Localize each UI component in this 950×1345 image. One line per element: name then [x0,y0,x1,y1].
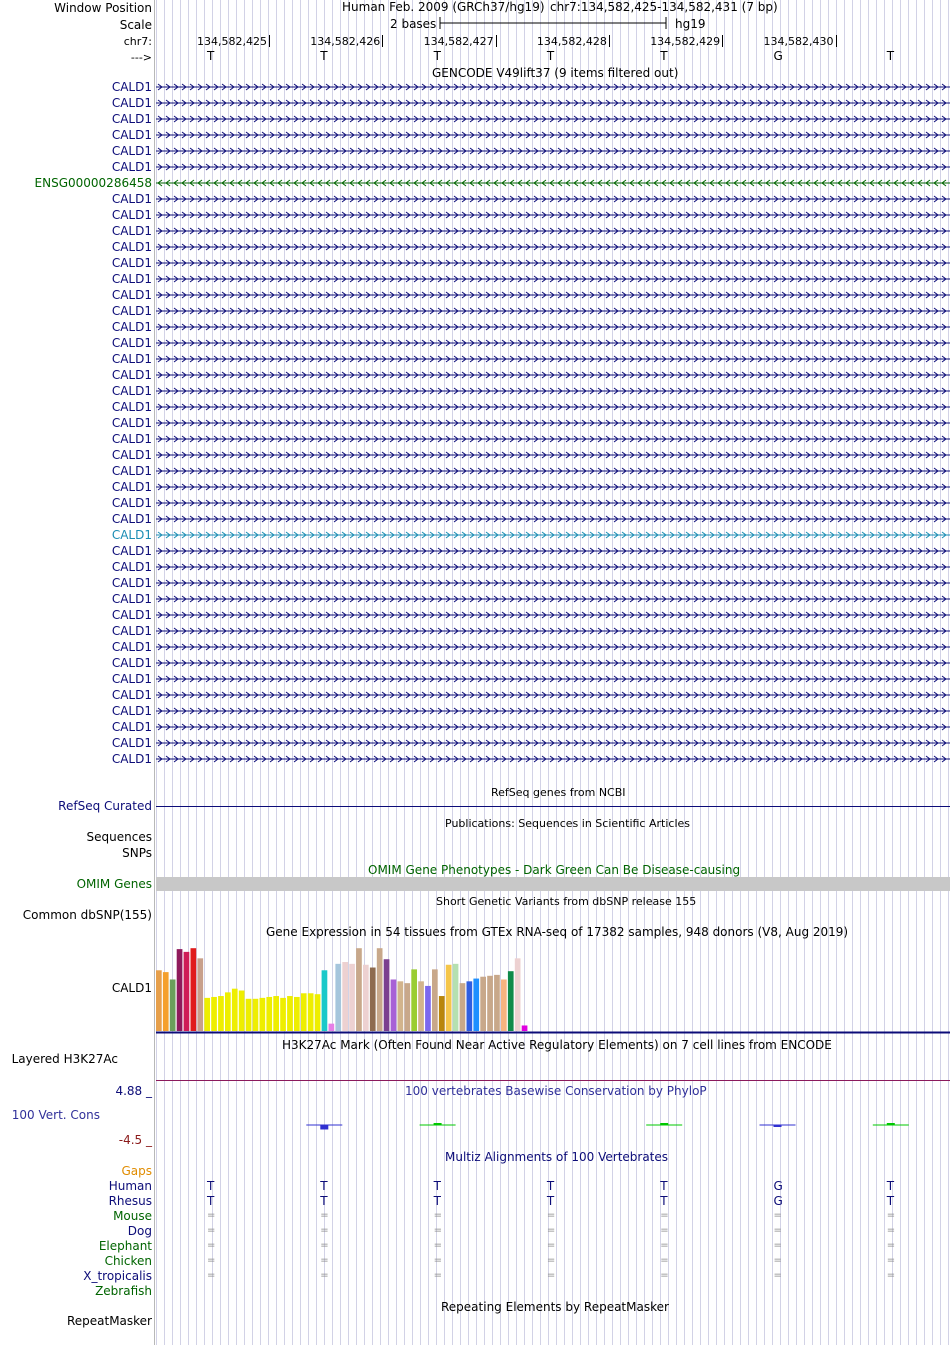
gtex-bar [246,999,252,1031]
coordinate-tick [722,35,723,47]
pubs-snps-label[interactable]: SNPs [122,846,152,860]
ruler-base: T [320,49,328,63]
species-base: = [773,1270,782,1281]
gene-label[interactable]: CALD1 [111,624,152,638]
gene-label[interactable]: ENSG00000286458 [34,176,152,190]
gene-label[interactable]: CALD1 [111,416,152,430]
ruler-base: T [207,49,215,63]
gene-line[interactable] [156,674,950,684]
h3k27ac-label[interactable]: Layered H3K27Ac [11,1052,118,1066]
refseq-title: RefSeq genes from NCBI [491,786,626,799]
gene-label[interactable]: CALD1 [111,656,152,670]
gencode-title: GENCODE V49lift37 (9 items filtered out) [432,66,679,80]
gtex-bar [197,958,203,1031]
gene-label[interactable]: CALD1 [111,80,152,94]
gene-line[interactable] [156,98,950,108]
gtex-bar [335,964,341,1031]
gene-label[interactable]: CALD1 [111,672,152,686]
gtex-bar [494,975,500,1031]
gtex-chart[interactable] [156,939,950,1034]
species-base: = [207,1270,216,1281]
species-base: = [320,1270,329,1281]
coordinate-tick-label: 134,582,430 [763,35,834,48]
species-label[interactable]: Elephant [98,1239,152,1253]
gene-label[interactable]: CALD1 [111,576,152,590]
gene-label[interactable]: CALD1 [111,272,152,286]
refseq-line[interactable] [156,806,950,807]
omim-bar[interactable] [156,877,950,891]
refseq-label[interactable]: RefSeq Curated [58,799,152,813]
gtex-bar [177,949,183,1031]
species-base: = [546,1240,556,1251]
gtex-bar [315,994,321,1031]
phylop-min-label: -4.5 _ [118,1133,152,1147]
species-base: = [546,1270,556,1281]
pubs-title: Publications: Sequences in Scientific Articles [445,817,690,830]
rmsk-label[interactable]: RepeatMasker [66,1314,152,1328]
gene-label[interactable]: CALD1 [111,144,152,158]
gene-line[interactable] [156,466,950,476]
dbsnp-title: Short Genetic Variants from dbSNP release 155 [436,895,697,908]
gtex-bar [191,948,197,1031]
species-base: G [773,1179,783,1193]
gene-label[interactable]: CALD1 [111,496,152,510]
gtex-bar [280,998,286,1031]
h3k27ac-title: H3K27Ac Mark (Often Found Near Active Regulatory Elements) on 7 cell lines from ENCODE [282,1038,832,1052]
gene-label[interactable]: CALD1 [111,608,152,622]
gene-label[interactable]: CALD1 [111,256,152,270]
h3k27ac-line[interactable] [156,1080,950,1081]
phylop-bar [320,1125,328,1129]
ruler-base: T [886,49,895,63]
gene-label[interactable]: CALD1 [111,96,152,110]
gene-line[interactable] [156,274,950,284]
gtex-bar [467,981,473,1031]
species-base: = [773,1225,782,1236]
gene-line[interactable] [156,242,950,252]
gtex-bar [453,964,459,1031]
gene-line[interactable] [156,658,950,668]
gene-label[interactable]: CALD1 [111,128,152,142]
gene-line[interactable] [156,114,950,124]
species-base: T [660,1179,668,1193]
gene-label[interactable]: CALD1 [111,432,152,446]
species-base: = [660,1225,669,1236]
species-base: = [886,1270,896,1281]
gene-line[interactable] [156,210,950,220]
species-base: T [433,1179,441,1193]
species-base: = [660,1270,669,1281]
gtex-bar [225,992,231,1031]
species-label[interactable]: Human [108,1179,152,1193]
gene-line[interactable] [156,514,950,524]
species-base: T [886,1194,895,1208]
gtex-bar [363,965,369,1031]
gene-line[interactable] [156,642,950,652]
gtex-title: Gene Expression in 54 tissues from GTEx RNA-seq of 17382 samples, 948 donors (V8, Aug 2019) [266,925,849,939]
gene-line[interactable] [156,258,950,268]
phylop-max-label: 4.88 _ [115,1084,152,1098]
gene-line[interactable] [156,354,950,364]
rmsk-title: Repeating Elements by RepeatMasker [441,1300,669,1314]
gene-line[interactable] [156,594,950,604]
track-image[interactable] [156,0,950,1345]
gene-label[interactable]: CALD1 [111,160,152,174]
species-base: T [660,1194,668,1208]
ruler-base: T [660,49,668,63]
gtex-bar [398,981,404,1031]
gene-label[interactable]: CALD1 [111,752,152,766]
multiz-title: Multiz Alignments of 100 Vertebrates [445,1150,669,1164]
gtex-bar [294,997,300,1031]
gtex-bar [460,983,466,1031]
omim-title: OMIM Gene Phenotypes - Dark Green Can Be Disease-causing [368,863,741,877]
gene-label[interactable]: CALD1 [111,224,152,238]
gtex-bar [253,999,259,1031]
dbsnp-label[interactable]: Common dbSNP(155) [22,908,152,922]
gene-label[interactable]: CALD1 [111,336,152,350]
species-base: = [546,1225,556,1236]
gene-label[interactable]: CALD1 [111,704,152,718]
scale-db: hg19 [675,17,706,31]
gene-label[interactable]: CALD1 [111,544,152,558]
gtex-bar [356,948,362,1031]
gene-label[interactable]: CALD1 [111,304,152,318]
gene-label[interactable]: CALD1 [111,192,152,206]
gaps-label: Gaps [121,1164,152,1178]
gtex-bar [487,976,493,1031]
species-label[interactable]: Mouse [113,1209,152,1223]
scale-text: 2 bases [390,17,437,31]
coordinate-tick-label: 134,582,428 [536,35,607,48]
gene-line[interactable] [156,690,950,700]
gene-line[interactable] [156,722,950,732]
gtex-bar [349,964,355,1031]
gtex-bar [232,989,238,1031]
ruler-base: T [433,49,441,63]
species-base: = [433,1210,442,1221]
gtex-bar [446,965,452,1031]
gtex-bar [156,970,162,1031]
scale-bar [439,15,669,31]
species-base: = [320,1210,329,1221]
gtex-bar [425,986,431,1031]
species-base: = [546,1255,556,1266]
coordinate-tick-label: 134,582,429 [650,35,721,48]
phylop-title: 100 vertebrates Basewise Conservation by PhyloP [405,1084,707,1098]
coordinate-tick [269,35,270,47]
gene-line[interactable] [156,226,950,236]
gene-label[interactable]: CALD1 [111,400,152,414]
species-base: = [207,1210,216,1221]
gene-line[interactable] [156,578,950,588]
species-label[interactable]: Dog [127,1224,152,1238]
gene-label[interactable]: CALD1 [111,560,152,574]
species-base: = [433,1240,442,1251]
gtex-bar [522,1025,528,1031]
species-base: T [207,1179,215,1193]
gene-label[interactable]: CALD1 [111,720,152,734]
gene-line[interactable] [156,450,950,460]
gtex-bar [170,979,176,1031]
gene-label[interactable]: CALD1 [111,288,152,302]
gene-label[interactable]: CALD1 [111,592,152,606]
gtex-bar [239,991,245,1031]
gene-label[interactable]: CALD1 [111,208,152,222]
gtex-bar [204,998,210,1031]
phylop-label[interactable]: 100 Vert. Cons [11,1108,100,1122]
gene-line[interactable] [156,322,950,332]
species-base: = [433,1255,442,1266]
gene-line[interactable] [156,386,950,396]
gtex-bar [370,968,376,1031]
gene-label[interactable]: CALD1 [111,352,152,366]
gene-line[interactable] [156,706,950,716]
strand-label: ---> [130,51,152,64]
gene-line[interactable] [156,178,950,188]
gene-label[interactable]: CALD1 [111,240,152,254]
gtex-bar [260,998,266,1031]
gtex-label[interactable]: CALD1 [111,981,152,995]
species-base: = [207,1225,216,1236]
gtex-bar [329,1024,335,1031]
gene-line[interactable] [156,754,950,764]
gtex-bar [301,993,307,1031]
gene-line[interactable] [156,146,950,156]
gene-line[interactable] [156,418,950,428]
gene-line[interactable] [156,498,950,508]
gtex-bar [508,971,514,1031]
gene-label[interactable]: CALD1 [111,688,152,702]
gene-label[interactable]: CALD1 [111,320,152,334]
species-base: = [207,1240,216,1251]
gene-line[interactable] [156,290,950,300]
gene-line[interactable] [156,370,950,380]
gtex-bar [432,969,438,1031]
gtex-bar [287,996,293,1031]
gtex-bar [377,948,383,1031]
gene-label[interactable]: CALD1 [111,640,152,654]
gtex-bar [184,952,190,1031]
gene-label[interactable]: CALD1 [111,480,152,494]
species-base: = [773,1240,782,1251]
gene-line[interactable] [156,626,950,636]
gtex-bar [480,977,486,1031]
omim-label[interactable]: OMIM Genes [76,877,152,891]
species-base: = [660,1255,669,1266]
ruler-base: T [546,49,555,63]
gene-label[interactable]: CALD1 [111,384,152,398]
coordinate-tick [609,35,610,47]
species-base: = [320,1225,329,1236]
gene-line[interactable] [156,162,950,172]
gtex-bar [439,996,445,1031]
gene-line[interactable] [156,402,950,412]
species-base: T [320,1179,328,1193]
gene-label[interactable]: CALD1 [111,736,152,750]
position-text: chr7:134,582,425-134,582,431 (7 bp) [550,0,778,14]
track-labels-column [0,0,154,1345]
gene-line[interactable] [156,130,950,140]
species-base: G [773,1194,783,1208]
gtex-bar [418,981,424,1031]
label-divider [154,0,155,1345]
gene-label[interactable]: CALD1 [111,528,152,542]
gtex-bar [501,979,507,1031]
gtex-bar [404,983,410,1031]
species-base: = [433,1225,442,1236]
species-base: = [660,1240,669,1251]
species-base: = [773,1210,782,1221]
gene-label[interactable]: CALD1 [111,464,152,478]
species-label[interactable]: X_tropicalis [83,1269,152,1283]
species-label[interactable]: Chicken [104,1254,152,1268]
gtex-bar [384,959,390,1031]
assembly-title: Human Feb. 2009 (GRCh37/hg19) [342,0,545,14]
gtex-bar [391,979,397,1031]
species-base: = [886,1225,896,1236]
gene-line[interactable] [156,306,950,316]
gtex-bar [273,996,279,1031]
species-base: = [886,1255,896,1266]
phylop-plot[interactable] [156,1100,950,1150]
ruler-base: G [773,49,783,63]
species-base: T [207,1194,215,1208]
species-base: = [433,1270,442,1281]
window-position-label: Window Position [54,1,152,15]
pubs-sequences-label[interactable]: Sequences [86,830,152,844]
species-base: T [546,1179,555,1193]
gtex-bar [322,970,328,1031]
gtex-bar [473,979,479,1031]
species-base: = [207,1255,216,1266]
coordinate-tick [382,35,383,47]
gtex-bar [266,997,272,1031]
gene-label[interactable]: CALD1 [111,512,152,526]
species-base: = [773,1255,782,1266]
species-base: = [886,1210,896,1221]
gene-line[interactable] [156,738,950,748]
species-base: = [660,1210,669,1221]
species-base: = [546,1210,556,1221]
chrom-label: chr7: [123,35,152,48]
gtex-bar [342,962,348,1031]
gene-label[interactable]: CALD1 [111,112,152,126]
species-base: T [320,1194,328,1208]
gtex-bar [515,958,521,1031]
species-base: = [320,1240,329,1251]
gtex-bar [308,993,314,1031]
species-base: T [433,1194,441,1208]
coordinate-tick-label: 134,582,425 [197,35,267,48]
gene-label[interactable]: CALD1 [111,368,152,382]
gtex-bar [411,969,417,1031]
gene-line[interactable] [156,338,950,348]
coordinate-tick [836,35,837,47]
gene-line[interactable] [156,434,950,444]
gene-line[interactable] [156,562,950,572]
coordinate-tick-label: 134,582,427 [423,35,494,48]
gene-line[interactable] [156,482,950,492]
gene-label[interactable]: CALD1 [111,448,152,462]
gene-line[interactable] [156,530,950,540]
coordinate-tick-label: 134,582,426 [310,35,381,48]
species-base: = [886,1240,896,1251]
species-base: = [320,1255,329,1266]
species-label[interactable]: Rhesus [108,1194,152,1208]
gene-line[interactable] [156,610,950,620]
species-base: T [546,1194,555,1208]
species-label[interactable]: Zebrafish [95,1284,152,1298]
gene-line[interactable] [156,194,950,204]
gene-line[interactable] [156,82,950,92]
gene-line[interactable] [156,546,950,556]
gtex-bar [163,972,169,1031]
scale-label: Scale [119,18,152,32]
gtex-bar [211,997,217,1031]
gtex-bar [218,996,224,1031]
coordinate-tick [496,35,497,47]
species-base: T [886,1179,895,1193]
